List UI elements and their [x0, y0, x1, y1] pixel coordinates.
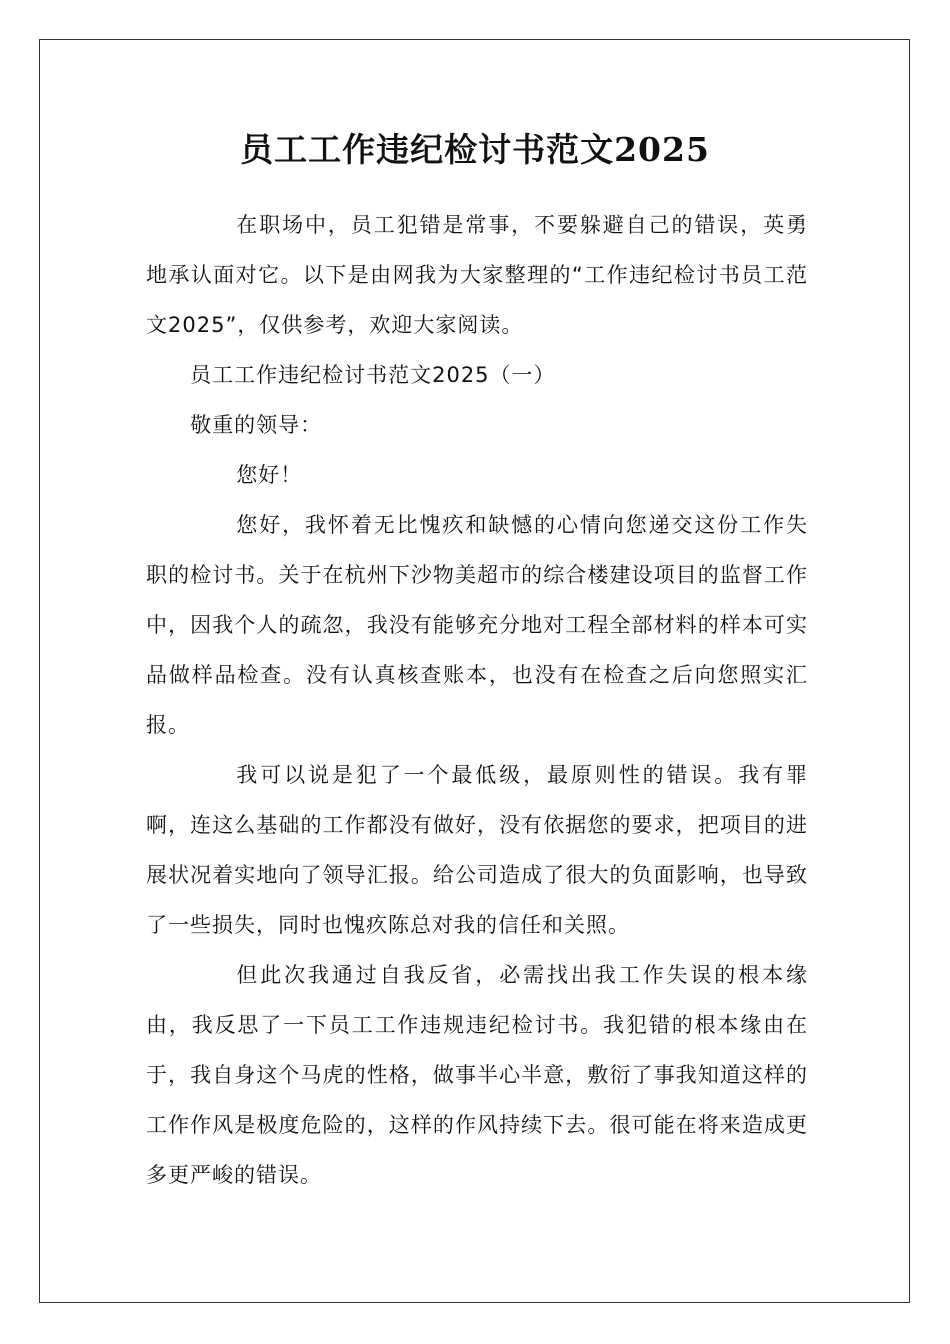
- body-paragraph-3: 但此次我通过自我反省，必需找出我工作失误的根本缘由，我反思了一下员工工作违规违纪检讨书。我犯错的根本缘由在于，我自身这个马虎的性格，做事半心半意，敷衍了事我知道这样的工作作风是极度危险的，这样的作风持续下去。很可能在将来造成更多更严峻的错误。: [146, 963, 808, 1187]
- salutation: 敬重的领导：: [190, 413, 323, 437]
- document-title: 员工工作违纪检讨书范文2025: [240, 130, 710, 169]
- document-body: [146, 200, 808, 1200]
- section-heading: 员工工作违纪检讨书范文2025（一）: [190, 363, 556, 387]
- body-paragraph-2: 我可以说是犯了一个最低级，最原则性的错误。我有罪啊，连这么基础的工作都没有做好，没有依据您的要求，把项目的进展状况着实地向了领导汇报。给公司造成了很大的负面影响，也导致了一些损失，同时也愧疚陈总对我的信任和关照。: [146, 763, 808, 937]
- body-paragraph-1: 您好，我怀着无比愧疚和缺憾的心情向您递交这份工作失职的检讨书。关于在杭州下沙物美超市的综合楼建设项目的监督工作中，因我个人的疏忽，我没有能够充分地对工程全部材料的样本可实品做样品检查。没有认真核查账本，也没有在检查之后向您照实汇报。: [146, 513, 808, 737]
- greeting: 您好！: [236, 463, 303, 487]
- intro-paragraph: 在职场中，员工犯错是常事，不要躲避自己的错误，英勇地承认面对它。以下是由网我为大家整理的“工作违纪检讨书员工范文2025”，仅供参考，欢迎大家阅读。: [146, 213, 808, 337]
